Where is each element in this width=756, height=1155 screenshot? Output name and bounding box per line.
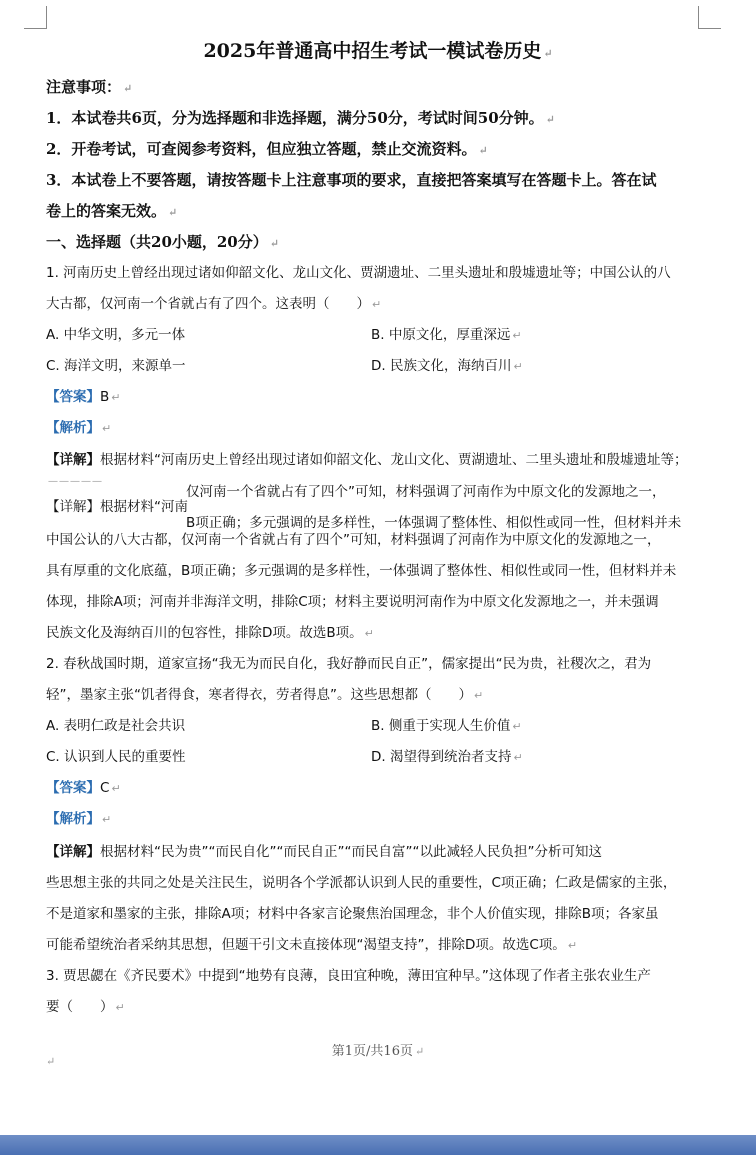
q1-detail-line-2: 中国公认的八大古都，仅河南一个省就占有了四个”可知，材料强调了河南作为中原文化的发源地之一， — [46, 532, 661, 548]
q2-stem-line-1: 2. 春秋战国时期，道家宣扬“我无为而民自化，我好静而民自正”，儒家提出“民为贵，社稷次之，君为 — [46, 656, 652, 672]
crop-mark-top-left — [24, 6, 47, 29]
q1-detail-line-4: 体现，排除A项；河南并非海洋文明，排除C项；材料主要说明河南作为中原文化发源地之一，并未强调 — [46, 594, 659, 610]
window-bottom-bar — [0, 1135, 756, 1155]
notice-heading: 注意事项： ↵ — [46, 78, 133, 96]
notice-item-1: 1．本试卷共6页，分为选择题和非选择题，满分50分，考试时间50分钟。 ↵ — [46, 109, 555, 127]
page-title: 2025年普通高中招生考试一模试卷历史 ↵ — [203, 40, 553, 62]
q2-option-b: B. 侧重于实现人生价值 ↵ — [371, 718, 522, 734]
q1-overlap-line-a: 【详解】根据材料“河南 — [46, 499, 188, 515]
q1-stem-line-2: 大古都，仅河南一个省就占有了四个。这表明（ ） ↵ — [46, 296, 382, 312]
q2-stem-line-2: 轻”，墨家主张“饥者得食，寒者得衣，劳者得息”。这些思想都（ ） ↵ — [46, 687, 484, 703]
q1-option-d: D. 民族文化，海纳百川 ↵ — [371, 358, 523, 374]
paragraph-mark: ↵ — [46, 1055, 56, 1068]
notice-item-3: 3．本试卷上不要答题，请按答题卡上注意事项的要求，直接把答案填写在答题卡上。答在试 — [46, 171, 657, 189]
q1-detail-line-5: 民族文化及海纳百川的包容性，排除D项。故选B项。 ↵ — [46, 625, 374, 641]
q1-answer: 【答案】B ↵ — [46, 389, 121, 405]
q1-option-c: C. 海洋文明，来源单一 — [46, 358, 186, 374]
q1-overlap-line-c: B项正确；多元强调的是多样性，一体强调了整体性、相似性或同一性，但材料并未 — [186, 515, 682, 531]
q2-detail-line-2: 些思想主张的共同之处是关注民生，说明各个学派都认识到人民的重要性，C项正确；仁政是儒家的主张， — [46, 875, 677, 891]
q1-option-b: B. 中原文化，厚重深远 ↵ — [371, 327, 522, 343]
q2-option-d: D. 渴望得到统治者支持 ↵ — [371, 749, 523, 765]
q1-detail-line-3: 具有厚重的文化底蕴，B项正确；多元强调的是多样性，一体强调了整体性、相似性或同一性，但材料并未 — [46, 563, 677, 579]
page-footer: 第1页/共16页 ↵ — [331, 1044, 425, 1059]
q2-option-a: A. 表明仁政是社会共识 — [46, 718, 186, 734]
q2-detail-line-1: 【详解】根据材料“民为贵”“而民自化”“而民自正”“而民自富”“以此减轻人民负担”分析可知这 — [46, 844, 602, 860]
q1-stem-line-1: 1. 河南历史上曾经出现过诸如仰韶文化、龙山文化、贾湖遗址、二里头遗址和殷墟遗址等；中国公认的八 — [46, 265, 671, 281]
section-heading: 一、选择题（共20小题，20分） ↵ — [46, 233, 279, 251]
crop-mark-top-right — [698, 6, 721, 29]
q3-stem-line-1: 3. 贾思勰在《齐民要术》中提到“地势有良薄，良田宜种晚，薄田宜种早。”这体现了作者主张农业生产 — [46, 968, 651, 984]
q1-option-a: A. 中华文明，多元一体 — [46, 327, 186, 343]
overlap-artifact-text: ————— — [48, 476, 103, 487]
q2-detail-line-4: 可能希望统治者采纳其思想，但题干引文未直接体现“渴望支持”，排除D项。故选C项。 ↵ — [46, 937, 578, 953]
q2-answer: 【答案】C ↵ — [46, 780, 121, 796]
q2-analysis-heading: 【解析】 ↵ — [46, 811, 112, 827]
q1-overlap-line-b: 仅河南一个省就占有了四个”可知，材料强调了河南作为中原文化的发源地之一， — [186, 484, 666, 500]
q1-detail-line-1: 【详解】根据材料“河南历史上曾经出现过诸如仰韶文化、龙山文化、贾湖遗址、二里头遗址和殷墟遗址等； — [46, 452, 688, 468]
q1-analysis-heading: 【解析】 ↵ — [46, 420, 112, 436]
notice-item-2: 2．开卷考试，可查阅参考资料，但应独立答题，禁止交流资料。 ↵ — [46, 140, 488, 158]
notice-item-3-cont: 卷上的答案无效。 ↵ — [46, 202, 178, 220]
q3-stem-line-2: 要（ ） ↵ — [46, 999, 125, 1015]
q2-detail-line-3: 不是道家和墨家的主张，排除A项；材料中各家言论聚焦治国理念，非个人价值实现，排除B项；各家虽 — [46, 906, 659, 922]
q2-option-c: C. 认识到人民的重要性 — [46, 749, 186, 765]
